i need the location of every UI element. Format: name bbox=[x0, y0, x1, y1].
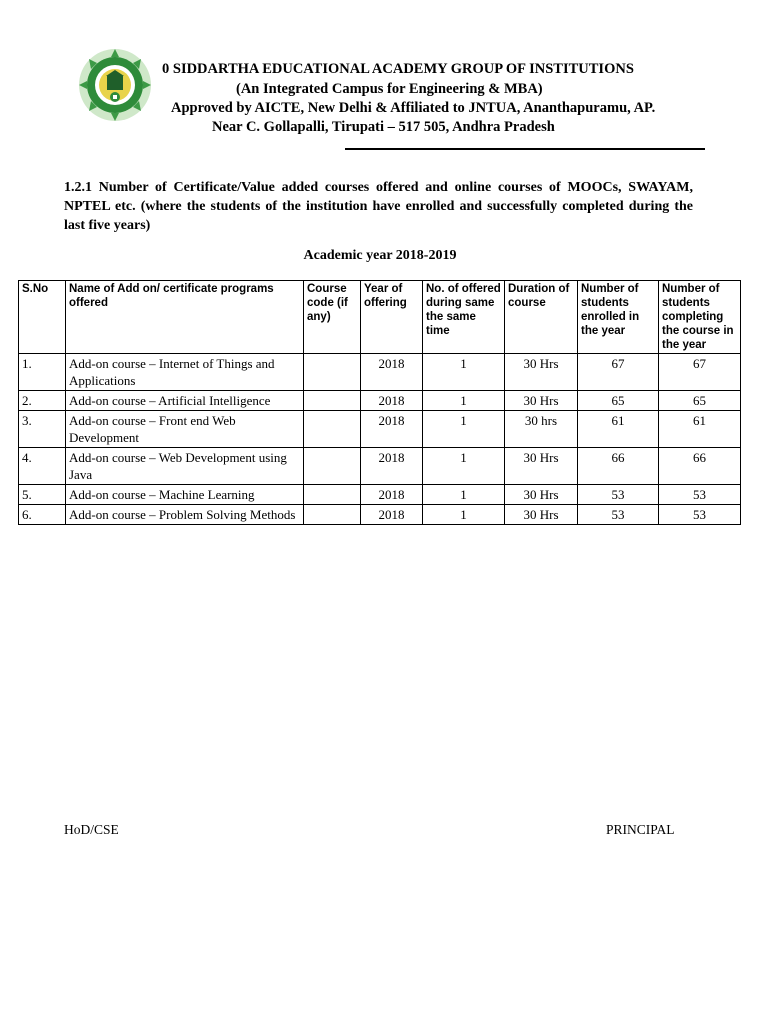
header-col-completed: Number of students completing the course in the year bbox=[659, 281, 741, 354]
logo-seal-icon bbox=[79, 49, 151, 121]
offered-count-cell: 1 bbox=[423, 391, 505, 411]
year-cell: 2018 bbox=[361, 448, 423, 485]
program-name-cell: Add-on course – Machine Learning bbox=[66, 485, 304, 505]
enrolled-cell: 66 bbox=[578, 448, 659, 485]
program-name-cell: Add-on course – Internet of Things and Applications bbox=[66, 354, 304, 391]
header-divider bbox=[345, 148, 705, 150]
sno-cell: 3. bbox=[19, 411, 66, 448]
duration-cell: 30 Hrs bbox=[505, 448, 578, 485]
hod-signature-label: HoD/CSE bbox=[64, 822, 119, 837]
program-name-cell: Add-on course – Front end Web Development bbox=[66, 411, 304, 448]
duration-cell: 30 Hrs bbox=[505, 485, 578, 505]
offered-count-cell: 1 bbox=[423, 485, 505, 505]
duration-cell: 30 Hrs bbox=[505, 354, 578, 391]
courses-table bbox=[18, 280, 741, 525]
table-row bbox=[19, 485, 741, 505]
institution-name: 0 SIDDARTHA EDUCATIONAL ACADEMY GROUP OF INSTITUTIONS bbox=[162, 61, 634, 77]
completed-cell: 53 bbox=[659, 505, 741, 525]
course-code-cell bbox=[304, 354, 361, 391]
offered-count-cell: 1 bbox=[423, 505, 505, 525]
enrolled-cell: 61 bbox=[578, 411, 659, 448]
institution-logo bbox=[70, 48, 160, 123]
enrolled-cell: 67 bbox=[578, 354, 659, 391]
sno-cell: 6. bbox=[19, 505, 66, 525]
offered-count-cell: 1 bbox=[423, 448, 505, 485]
criterion-description: 1.2.1 Number of Certificate/Value added courses offered and online courses of MOOCs, SWAYAM, NPTEL etc. (where the students of the institution have enrolled and successfully completed during the last five years) bbox=[64, 180, 693, 233]
duration-cell: 30 Hrs bbox=[505, 505, 578, 525]
principal-signature-label: PRINCIPAL bbox=[606, 822, 675, 837]
enrolled-cell: 53 bbox=[578, 505, 659, 525]
duration-cell: 30 hrs bbox=[505, 411, 578, 448]
completed-cell: 66 bbox=[659, 448, 741, 485]
table-row bbox=[19, 505, 741, 525]
course-code-cell bbox=[304, 505, 361, 525]
course-code-cell bbox=[304, 391, 361, 411]
program-name-cell: Add-on course – Problem Solving Methods bbox=[66, 505, 304, 525]
duration-cell: 30 Hrs bbox=[505, 391, 578, 411]
header-col-duration: Duration of course bbox=[505, 281, 578, 354]
course-code-cell bbox=[304, 448, 361, 485]
table-row bbox=[19, 411, 741, 448]
sno-cell: 4. bbox=[19, 448, 66, 485]
year-cell: 2018 bbox=[361, 485, 423, 505]
year-cell: 2018 bbox=[361, 411, 423, 448]
header-col-sno: S.No bbox=[19, 281, 66, 354]
academic-year-heading: Academic year 2018-2019 bbox=[303, 248, 457, 263]
completed-cell: 65 bbox=[659, 391, 741, 411]
completed-cell: 61 bbox=[659, 411, 741, 448]
header-col-program-name: Name of Add on/ certificate programs offered bbox=[66, 281, 304, 354]
enrolled-cell: 65 bbox=[578, 391, 659, 411]
institution-subtitle: (An Integrated Campus for Engineering & MBA) bbox=[236, 81, 543, 97]
table-row bbox=[19, 354, 741, 391]
table-header-row bbox=[19, 281, 741, 354]
header-col-enrolled: Number of students enrolled in the year bbox=[578, 281, 659, 354]
table-body bbox=[19, 354, 741, 525]
program-name-cell: Add-on course – Artificial Intelligence bbox=[66, 391, 304, 411]
sno-cell: 5. bbox=[19, 485, 66, 505]
completed-cell: 67 bbox=[659, 354, 741, 391]
table-row bbox=[19, 448, 741, 485]
completed-cell: 53 bbox=[659, 485, 741, 505]
offered-count-cell: 1 bbox=[423, 354, 505, 391]
header-col-offered-count: No. of offered during same the same time bbox=[423, 281, 505, 354]
year-cell: 2018 bbox=[361, 505, 423, 525]
year-cell: 2018 bbox=[361, 391, 423, 411]
course-code-cell bbox=[304, 411, 361, 448]
sno-cell: 1. bbox=[19, 354, 66, 391]
enrolled-cell: 53 bbox=[578, 485, 659, 505]
approval-line: Approved by AICTE, New Delhi & Affiliated to JNTUA, Ananthapuramu, AP. bbox=[171, 100, 656, 116]
table-row bbox=[19, 391, 741, 411]
address-line: Near C. Gollapalli, Tirupati – 517 505, Andhra Pradesh bbox=[212, 119, 555, 135]
offered-count-cell: 1 bbox=[423, 411, 505, 448]
course-code-cell bbox=[304, 485, 361, 505]
sno-cell: 2. bbox=[19, 391, 66, 411]
header-col-year: Year of offering bbox=[361, 281, 423, 354]
program-name-cell: Add-on course – Web Development using Java bbox=[66, 448, 304, 485]
year-cell: 2018 bbox=[361, 354, 423, 391]
header-col-course-code: Course code (if any) bbox=[304, 281, 361, 354]
